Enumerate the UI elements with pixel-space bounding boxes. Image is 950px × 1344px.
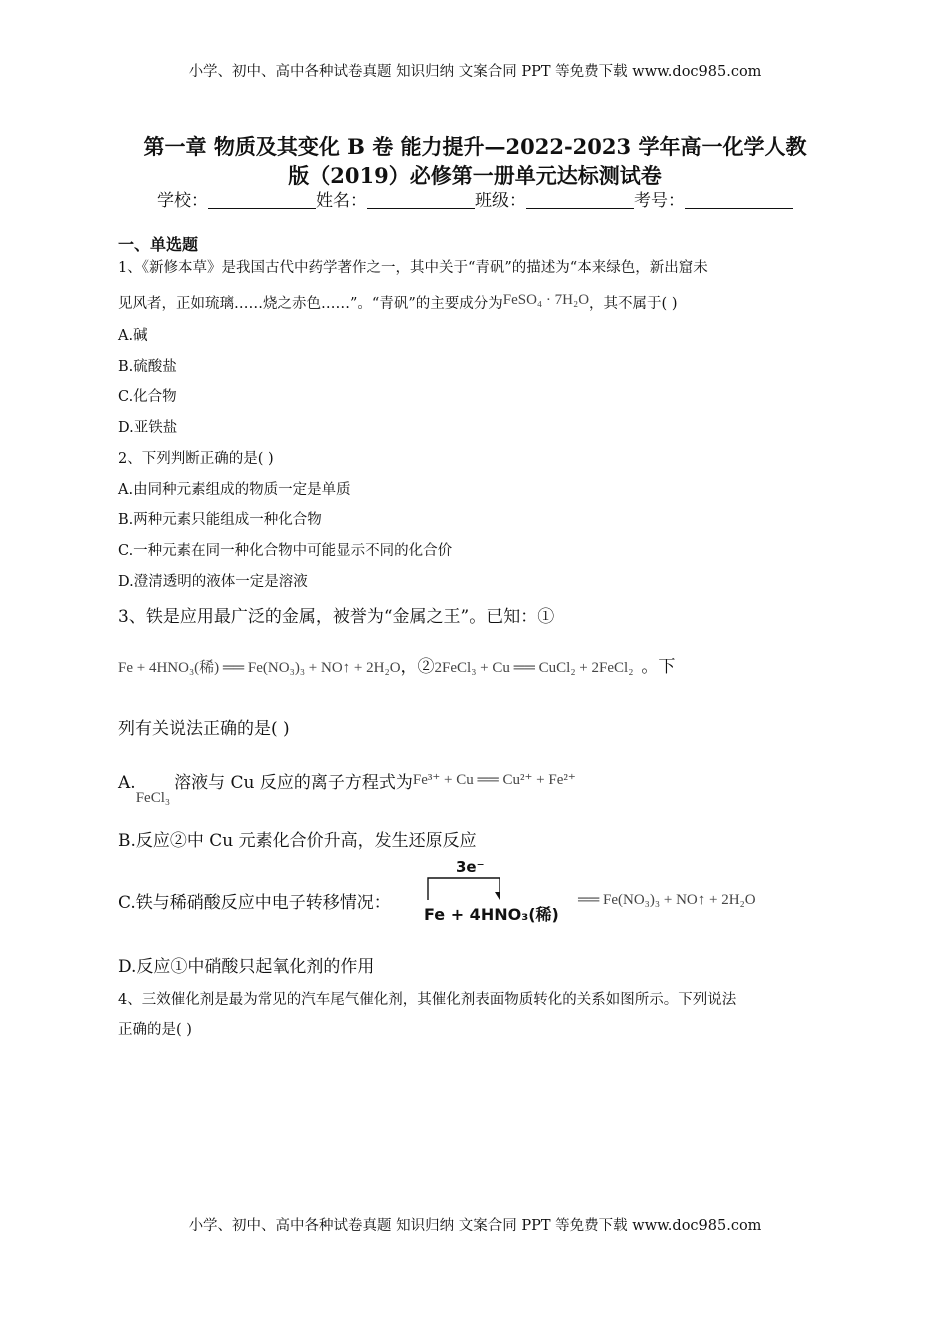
student-info bbox=[0, 186, 950, 211]
title-line-1: 第一章 物质及其变化 B 卷 能力提升—2022-2023 学年高一化学人教 bbox=[143, 134, 807, 159]
q3-option-b: B.反应②中 Cu 元素化合价升高，发生还原反应 bbox=[118, 831, 477, 851]
class-label: 班级： bbox=[475, 191, 526, 211]
q1-stem-line-2: 见风者，正如琉璃……烧之赤色……”。“青矾”的主要成分为FeSO₄ · 7H₂O，其不属于( ) bbox=[118, 292, 678, 312]
number-blank[interactable] bbox=[685, 192, 793, 209]
q2-option-a: A.由同种元素组成的物质一定是单质 bbox=[118, 482, 351, 498]
q1-formula: FeSO₄ · 7H₂O bbox=[502, 292, 590, 308]
q1-option-a: A.碱 bbox=[118, 328, 148, 344]
electron-transfer-diagram bbox=[420, 858, 820, 928]
q3-option-c: C.铁与稀硝酸反应中电子转移情况： bbox=[118, 893, 391, 913]
section-heading: 一、单选题 bbox=[118, 235, 199, 254]
number-label: 考号： bbox=[634, 191, 685, 211]
electron-transfer-products: ══ Fe(NO₃)₃ + NO↑ + 2H₂O bbox=[578, 892, 756, 908]
q3-equations: Fe + 4HNO₃(稀) ══ Fe(NO₃)₃ + NO↑ + 2H₂O，②2FeCl₃ + Cu ══ CuCl₂ + 2FeCl₂ 。下 bbox=[118, 657, 676, 677]
school-label: 学校： bbox=[157, 191, 208, 211]
title-line-2: 版（2019）必修第一册单元达标测试卷 bbox=[288, 163, 662, 188]
q3-stem-line-3: 列有关说法正确的是( ) bbox=[118, 719, 290, 739]
name-label: 姓名： bbox=[316, 191, 367, 211]
q4-stem-line-1: 4、三效催化剂是最为常见的汽车尾气催化剂，其催化剂表面物质转化的关系如图所示。下列说法 bbox=[118, 992, 737, 1008]
q3-eq2: 2FeCl₃ + Cu ══ CuCl₂ + 2FeCl₂ bbox=[434, 660, 634, 676]
q3-eq1: Fe + 4HNO₃(稀) ══ Fe(NO₃)₃ + NO↑ + 2H₂O bbox=[118, 660, 401, 676]
q1-option-d: D.亚铁盐 bbox=[118, 420, 178, 436]
q3-option-d: D.反应①中硝酸只起氧化剂的作用 bbox=[118, 957, 375, 977]
school-blank[interactable] bbox=[208, 192, 316, 209]
q3-option-a-formula: FeCl₃ bbox=[135, 790, 171, 806]
electron-transfer-reactants: Fe + 4HNO₃(稀) bbox=[424, 905, 559, 924]
q2-stem: 2、下列判断正确的是( ) bbox=[118, 451, 274, 467]
q4-stem-line-2: 正确的是( ) bbox=[118, 1022, 192, 1038]
electron-count: 3e⁻ bbox=[456, 858, 485, 876]
q3-stem: 3、铁是应用最广泛的金属，被誉为“金属之王”。已知：① bbox=[118, 607, 555, 627]
name-blank[interactable] bbox=[367, 192, 475, 209]
page-title bbox=[110, 132, 840, 190]
q2-option-b: B.两种元素只能组成一种化合物 bbox=[118, 512, 322, 528]
q3-option-a: A.FeCl₃溶液与 Cu 反应的离子方程式为Fe³⁺ + Cu ══ Cu²⁺ + Fe²⁺ bbox=[118, 772, 576, 806]
q2-option-d: D.澄清透明的液体一定是溶液 bbox=[118, 574, 308, 590]
q3-option-a-ionic-eq: Fe³⁺ + Cu ══ Cu²⁺ + Fe²⁺ bbox=[412, 772, 576, 788]
q1-option-c: C.化合物 bbox=[118, 389, 177, 405]
q1-option-b: B.硫酸盐 bbox=[118, 359, 177, 375]
q2-option-c: C.一种元素在同一种化合物中可能显示不同的化合价 bbox=[118, 543, 453, 559]
q1-stem-line-1: 1、《新修本草》是我国古代中药学著作之一，其中关于“青矾”的描述为“本来绿色，新出窟未 bbox=[118, 260, 708, 276]
class-blank[interactable] bbox=[526, 192, 634, 209]
page-footer: 小学、初中、高中各种试卷真题 知识归纳 文案合同 PPT 等免费下载 www.doc985.com bbox=[188, 1218, 762, 1234]
page-header: 小学、初中、高中各种试卷真题 知识归纳 文案合同 PPT 等免费下载 www.doc985.com bbox=[188, 64, 762, 80]
